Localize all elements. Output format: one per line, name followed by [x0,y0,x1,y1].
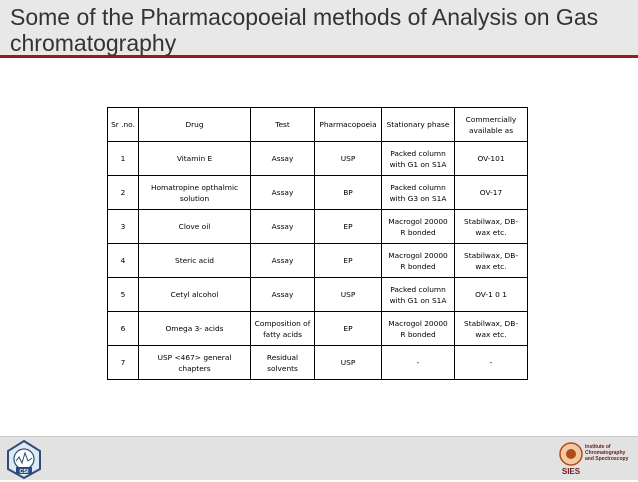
cell-sr-no: 4 [108,244,139,278]
csi-logo-text: CSI [19,469,29,475]
cell-drug: Omega 3- acids [139,312,251,346]
cell-stationary-phase: Packed column with G1 on S1A [382,142,455,176]
cell-test: Composition of fatty acids [251,312,315,346]
cell-commercial: Stabilwax, DB-wax etc. [455,210,528,244]
table-row [108,346,528,380]
cell-sr-no: 2 [108,176,139,210]
table-row [108,142,528,176]
sies-logo [557,441,635,477]
cell-drug: Steric acid [139,244,251,278]
cell-stationary-phase: Packed column with G3 on S1A [382,176,455,210]
footer-bar [0,436,638,480]
cell-drug: Vitamin E [139,142,251,176]
cell-test: Assay [251,142,315,176]
cell-sr-no: 3 [108,210,139,244]
cell-stationary-phase: - [382,346,455,380]
cell-sr-no: 1 [108,142,139,176]
table-row [108,312,528,346]
cell-test: Assay [251,176,315,210]
methods-table [107,107,528,380]
cell-pharmacopoeia: EP [315,244,382,278]
cell-commercial: OV-1 0 1 [455,278,528,312]
cell-stationary-phase: Macrogol 20000 R bonded [382,312,455,346]
cell-commercial: Stabilwax, DB-wax etc. [455,312,528,346]
cell-sr-no: 7 [108,346,139,380]
title-bar [0,0,638,58]
cell-sr-no: 5 [108,278,139,312]
cell-pharmacopoeia: EP [315,210,382,244]
header-drug: Drug [139,108,251,142]
table-row [108,210,528,244]
sies-logo-text: SIES [561,467,581,476]
table-row [108,278,528,312]
cell-commercial: OV-101 [455,142,528,176]
header-sr-no: Sr .no. [108,108,139,142]
cell-pharmacopoeia: USP [315,142,382,176]
cell-drug: Homatropine opthalmic solution [139,176,251,210]
sies-emblem-icon [557,441,585,477]
cell-stationary-phase: Macrogol 20000 R bonded [382,244,455,278]
csi-logo [4,439,44,479]
sies-logo-caption: Institute of Chromatography and Spectroscopy [585,444,629,462]
cell-stationary-phase: Macrogol 20000 R bonded [382,210,455,244]
slide-title: Some of the Pharmacopoeial methods of Analysis on Gas chromatography [10,4,599,56]
cell-commercial: - [455,346,528,380]
cell-pharmacopoeia: USP [315,278,382,312]
cell-test: Assay [251,278,315,312]
methods-table-container [107,107,528,380]
cell-drug: Cetyl alcohol [139,278,251,312]
cell-test: Residual solvents [251,346,315,380]
header-stationary-phase: Stationary phase [382,108,455,142]
table-row [108,244,528,278]
cell-test: Assay [251,210,315,244]
cell-stationary-phase: Packed column with G1 on S1A [382,278,455,312]
header-test: Test [251,108,315,142]
cell-pharmacopoeia: USP [315,346,382,380]
cell-commercial: Stabilwax, DB-wax etc. [455,244,528,278]
cell-sr-no: 6 [108,312,139,346]
header-pharmacopoeia: Pharmacopoeia [315,108,382,142]
table-row [108,176,528,210]
cell-test: Assay [251,244,315,278]
cell-pharmacopoeia: EP [315,312,382,346]
cell-commercial: OV-17 [455,176,528,210]
cell-drug: Clove oil [139,210,251,244]
cell-drug: USP <467> general chapters [139,346,251,380]
cell-pharmacopoeia: BP [315,176,382,210]
table-header-row [108,108,528,142]
header-commercially-available: Commercially available as [455,108,528,142]
